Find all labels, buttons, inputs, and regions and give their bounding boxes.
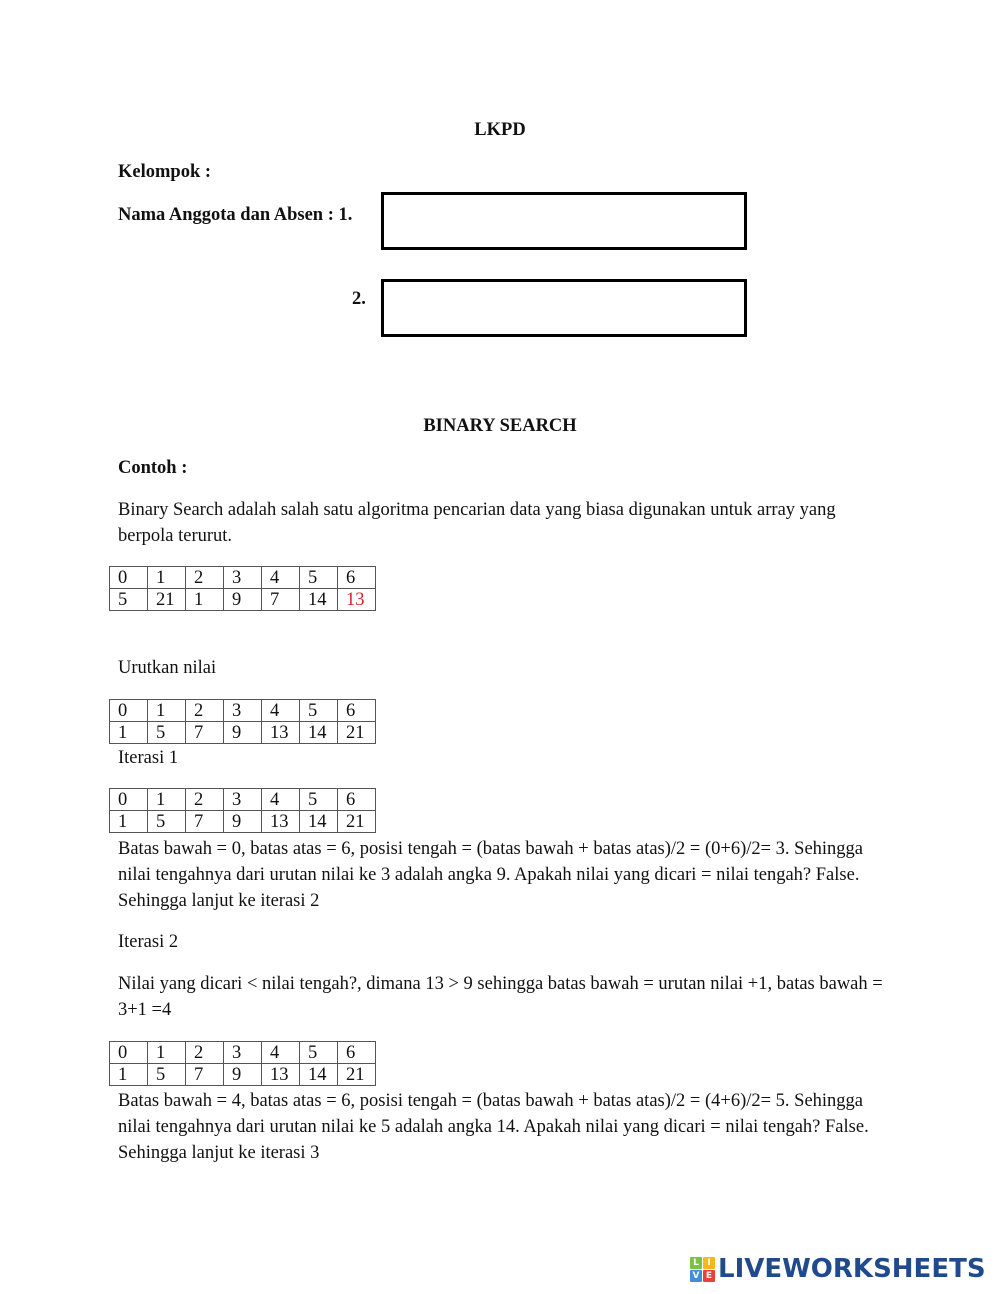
iteration-2-label: Iterasi 2 [118, 932, 179, 952]
members-label: Nama Anggota dan Absen : 1. [118, 205, 353, 225]
value-row [110, 722, 376, 744]
value-cell: 14 [300, 589, 338, 611]
value-cell: 9 [224, 722, 262, 744]
index-cell: 4 [262, 1042, 300, 1064]
iteration-2-explanation: Batas bawah = 4, batas atas = 6, posisi tengah = (batas bawah + batas atas)/2 = (4+6)/2= 5. Sehingga nilai tengahnya dari urutan nilai ke 5 adalah angka 14. Apakah nilai yang dicari = nilai tengah? False. Sehingga lanjut ke iterasi 3 [118, 1091, 869, 1163]
index-cell: 0 [110, 789, 148, 811]
liveworksheets-logo [690, 1254, 986, 1284]
iteration-1-table [109, 788, 376, 833]
value-cell: 7 [186, 811, 224, 833]
logo-tiles-icon [690, 1257, 715, 1282]
iteration-1-label: Iterasi 1 [118, 748, 179, 768]
value-row [110, 1064, 376, 1086]
value-cell: 1 [110, 722, 148, 744]
index-cell: 2 [186, 789, 224, 811]
value-cell: 13 [262, 1064, 300, 1086]
value-cell: 9 [224, 811, 262, 833]
index-cell: 2 [186, 1042, 224, 1064]
value-cell: 5 [148, 811, 186, 833]
value-cell: 21 [338, 1064, 376, 1086]
search-target-cell: 13 [338, 589, 376, 611]
initial-array-table [109, 566, 376, 611]
value-cell: 21 [338, 722, 376, 744]
index-row [110, 789, 376, 811]
iteration-1-explanation: Batas bawah = 0, batas atas = 6, posisi tengah = (batas bawah + batas atas)/2 = (0+6)/2= 3. Sehingga nilai tengahnya dari urutan nilai ke 3 adalah angka 9. Apakah nilai yang dicari = nilai tengah? False. Sehingga lanjut ke iterasi 2 [118, 839, 864, 911]
index-cell: 3 [224, 1042, 262, 1064]
value-cell: 14 [300, 722, 338, 744]
index-cell: 2 [186, 567, 224, 589]
member-2-input[interactable] [381, 279, 747, 337]
value-cell: 5 [148, 722, 186, 744]
index-cell: 5 [300, 700, 338, 722]
sort-label: Urutkan nilai [118, 658, 217, 678]
index-cell: 6 [338, 789, 376, 811]
value-cell: 14 [300, 1064, 338, 1086]
value-cell: 5 [110, 589, 148, 611]
value-cell: 13 [262, 722, 300, 744]
index-cell: 4 [262, 700, 300, 722]
index-cell: 1 [148, 789, 186, 811]
index-cell: 0 [110, 1042, 148, 1064]
section-title: BINARY SEARCH [423, 416, 577, 436]
value-row [110, 589, 376, 611]
value-cell: 14 [300, 811, 338, 833]
intro-paragraph: Binary Search adalah salah satu algoritma pencarian data yang biasa digunakan untuk array yang berpola terurut. [118, 500, 836, 546]
value-cell: 1 [110, 1064, 148, 1086]
index-cell: 3 [224, 700, 262, 722]
index-cell: 5 [300, 789, 338, 811]
value-cell: 21 [338, 811, 376, 833]
index-cell: 3 [224, 789, 262, 811]
index-cell: 5 [300, 567, 338, 589]
value-cell: 9 [224, 1064, 262, 1086]
index-cell: 6 [338, 700, 376, 722]
logo-text: LIVEWORKSHEETS [718, 1254, 986, 1284]
group-label: Kelompok : [118, 162, 212, 182]
logo-tile-v: V [690, 1270, 702, 1282]
value-cell: 7 [186, 722, 224, 744]
value-cell: 13 [262, 811, 300, 833]
logo-tile-i: I [703, 1257, 715, 1269]
index-cell: 6 [338, 1042, 376, 1064]
index-row [110, 1042, 376, 1064]
member-1-input[interactable] [381, 192, 747, 250]
logo-tile-l: L [690, 1257, 702, 1269]
index-cell: 0 [110, 567, 148, 589]
iteration-2-intro: Nilai yang dicari < nilai tengah?, dimana 13 > 9 sehingga batas bawah = urutan nilai +1, batas bawah = 3+1 =4 [118, 974, 883, 1020]
iteration-2-table [109, 1041, 376, 1086]
index-cell: 1 [148, 567, 186, 589]
index-row [110, 700, 376, 722]
sorted-array-table [109, 699, 376, 744]
index-cell: 6 [338, 567, 376, 589]
index-cell: 0 [110, 700, 148, 722]
value-cell: 1 [110, 811, 148, 833]
value-cell: 7 [262, 589, 300, 611]
value-row [110, 811, 376, 833]
value-cell: 21 [148, 589, 186, 611]
value-cell: 9 [224, 589, 262, 611]
index-cell: 3 [224, 567, 262, 589]
page-title: LKPD [474, 120, 526, 140]
index-cell: 4 [262, 789, 300, 811]
index-cell: 2 [186, 700, 224, 722]
index-cell: 5 [300, 1042, 338, 1064]
value-cell: 5 [148, 1064, 186, 1086]
index-cell: 4 [262, 567, 300, 589]
value-cell: 7 [186, 1064, 224, 1086]
logo-tile-e: E [703, 1270, 715, 1282]
example-label: Contoh : [118, 458, 188, 478]
member-2-label: 2. [352, 289, 366, 309]
index-cell: 1 [148, 700, 186, 722]
value-cell: 1 [186, 589, 224, 611]
index-row [110, 567, 376, 589]
index-cell: 1 [148, 1042, 186, 1064]
